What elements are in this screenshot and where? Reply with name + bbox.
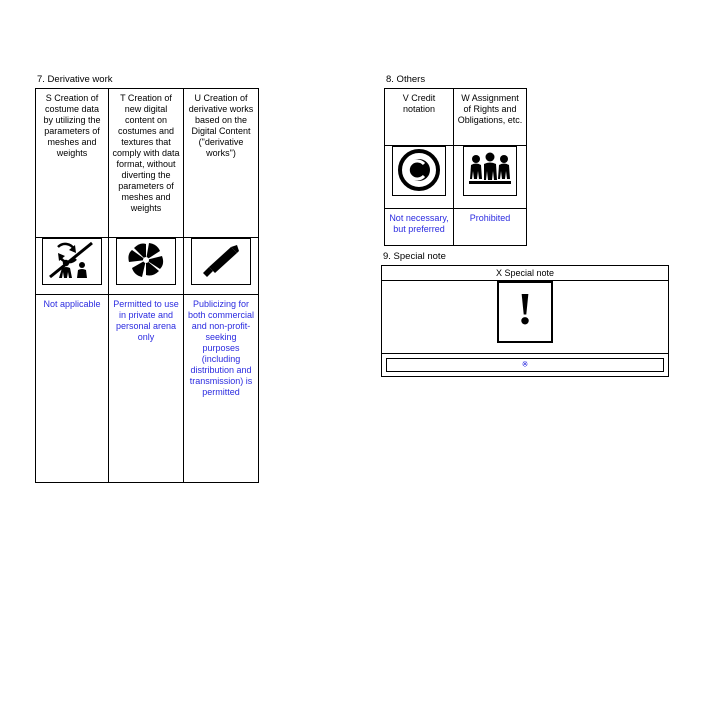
special-note-marker: ※	[386, 358, 664, 372]
table-row	[382, 281, 669, 354]
table-row	[385, 146, 527, 209]
cell-icon-t	[109, 238, 184, 295]
exclamation-icon: !	[497, 281, 553, 343]
header-text-t: T Creation of new digital content on costumes and textures that comply with data format, without diverting the parameters of meshes and weights	[112, 93, 180, 213]
section-others	[384, 74, 527, 246]
table-row	[385, 209, 527, 246]
derivative-table	[35, 88, 259, 483]
brush-icon	[191, 238, 251, 285]
cell-icon-x	[382, 281, 669, 354]
cell-header-w	[454, 89, 527, 146]
assignment-people-icon	[463, 146, 517, 196]
header-text-s: S Creation of costume data by utilizing the parameters of meshes and weights	[43, 93, 101, 158]
cell-icon-w	[454, 146, 527, 209]
table-row	[382, 354, 669, 377]
cell-label-w	[454, 209, 527, 246]
table-row	[36, 89, 259, 238]
table-row	[385, 89, 527, 146]
cell-note-x	[382, 354, 669, 377]
header-text-v: V Credit notation	[402, 93, 436, 114]
table-row	[36, 295, 259, 483]
copyright-icon	[392, 146, 446, 196]
section-title-derivative: 7. Derivative work	[37, 74, 113, 85]
label-text-t: Permitted to use in private and personal arena only	[113, 299, 179, 342]
table-row	[382, 266, 669, 281]
cell-icon-s	[36, 238, 109, 295]
table-row	[36, 238, 259, 295]
others-table	[384, 88, 527, 246]
section-special-note	[381, 251, 669, 377]
cell-header-x	[382, 266, 669, 281]
cell-header-v	[385, 89, 454, 146]
cell-icon-u	[184, 238, 259, 295]
special-note-table	[381, 265, 669, 377]
section-title-others: 8. Others	[386, 74, 426, 85]
cell-header-t	[109, 89, 184, 238]
mesh-fan-icon	[116, 238, 176, 285]
header-text-u: U Creation of derivative works based on the Digital Content ("derivative works")	[188, 93, 254, 158]
header-text-x: X Special note	[495, 268, 555, 278]
cell-header-s	[36, 89, 109, 238]
cell-label-t	[109, 295, 184, 483]
no-derivative-icon	[42, 238, 102, 285]
section-title-special: 9. Special note	[383, 251, 446, 262]
cell-icon-v	[385, 146, 454, 209]
cell-label-v	[385, 209, 454, 246]
label-text-s: Not applicable	[43, 299, 101, 309]
label-text-v: Not necessary, but preferred	[389, 213, 449, 234]
label-text-w: Prohibited	[469, 213, 511, 223]
cell-header-u	[184, 89, 259, 238]
header-text-w: W Assignment of Rights and Obligations, etc.	[457, 93, 523, 125]
section-derivative-work	[35, 74, 259, 483]
cell-label-s	[36, 295, 109, 483]
label-text-u: Publicizing for both commercial and non-profit-seeking purposes (including distribution and transmission) is permitted	[187, 299, 255, 397]
cell-label-u	[184, 295, 259, 483]
